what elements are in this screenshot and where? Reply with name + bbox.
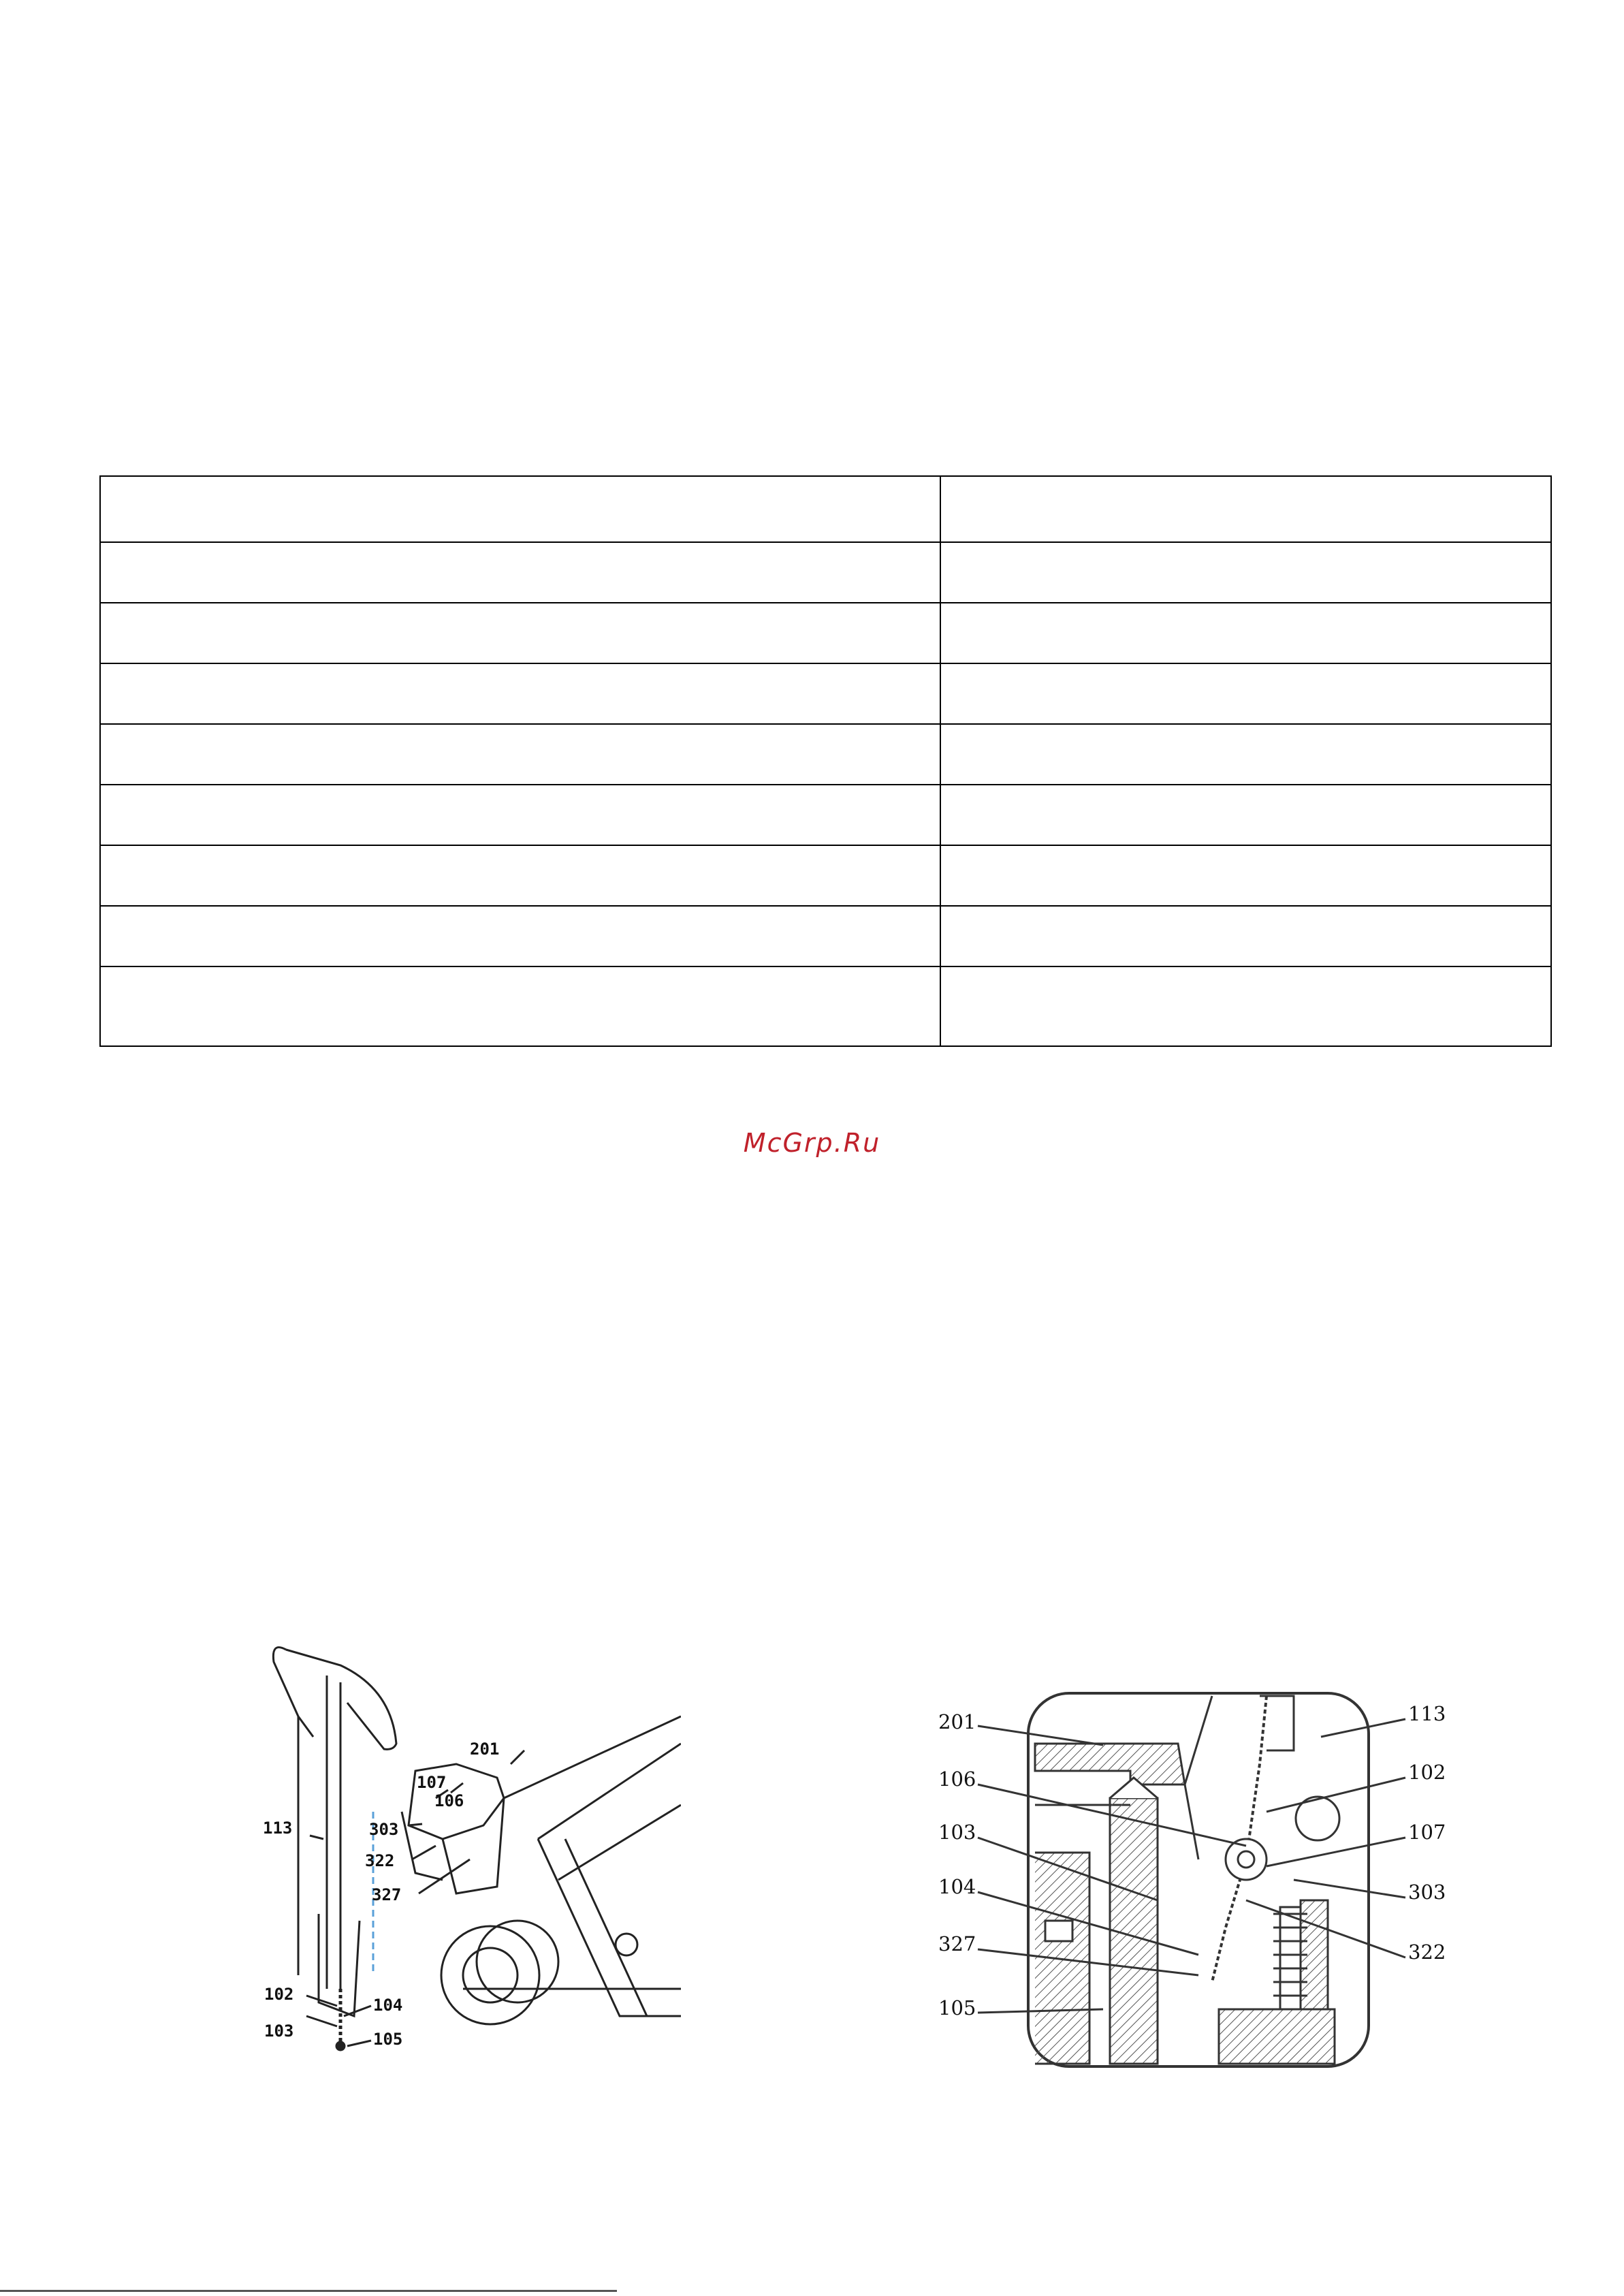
label-322: 322 [365, 1851, 395, 1870]
table-row [100, 663, 1551, 724]
label-327: 327 [938, 1932, 976, 1955]
watermark-text: McGrp.Ru [743, 1128, 881, 1158]
table-cell [100, 845, 940, 906]
label-106: 106 [434, 1791, 464, 1810]
label-103: 103 [938, 1821, 976, 1844]
table-row [100, 603, 1551, 663]
label-107: 107 [417, 1773, 447, 1792]
label-113: 113 [263, 1819, 293, 1838]
label-103: 103 [264, 2022, 294, 2041]
table-cell [940, 906, 1551, 966]
fork-frame [504, 1716, 681, 1798]
table-cell [100, 966, 940, 1046]
table-cell [940, 542, 1551, 603]
label-105: 105 [373, 2030, 403, 2049]
table-row [100, 966, 1551, 1046]
label-327: 327 [372, 1885, 402, 1904]
label-201: 201 [470, 1740, 500, 1759]
label-201: 201 [938, 1710, 976, 1733]
table-cell [100, 603, 940, 663]
table-cell [940, 724, 1551, 785]
footer-rule [0, 2290, 617, 2292]
label-102: 102 [1408, 1761, 1446, 1784]
pallet-truck-exploded-drawing [238, 1635, 681, 2071]
table-cell [940, 845, 1551, 906]
table-cell [100, 542, 940, 603]
table-cell [940, 785, 1551, 845]
table-cell [940, 966, 1551, 1046]
label-104: 104 [938, 1875, 976, 1898]
label-303: 303 [369, 1820, 399, 1839]
label-104: 104 [373, 1996, 403, 2015]
parts-table [99, 475, 1552, 1047]
table-cell [100, 663, 940, 724]
table-cell [100, 906, 940, 966]
table-cell [100, 724, 940, 785]
table-row [100, 785, 1551, 845]
handle-grip [273, 1648, 298, 1975]
table-cell [100, 785, 940, 845]
label-106: 106 [938, 1767, 976, 1791]
label-322: 322 [1408, 1940, 1446, 1964]
wheel-outer [441, 1926, 539, 2024]
table-cell [940, 603, 1551, 663]
label-107: 107 [1408, 1821, 1446, 1844]
table-row [100, 476, 1551, 542]
label-102: 102 [264, 1985, 294, 2004]
label-113: 113 [1408, 1702, 1446, 1725]
table-row [100, 724, 1551, 785]
table-cell [940, 476, 1551, 542]
label-303: 303 [1408, 1881, 1446, 1904]
table-cell [940, 663, 1551, 724]
table-row [100, 542, 1551, 603]
label-105: 105 [938, 1996, 976, 2019]
table-row [100, 906, 1551, 966]
pump-cross-section-drawing [926, 1682, 1484, 2077]
table-cell [100, 476, 940, 542]
table-row [100, 845, 1551, 906]
